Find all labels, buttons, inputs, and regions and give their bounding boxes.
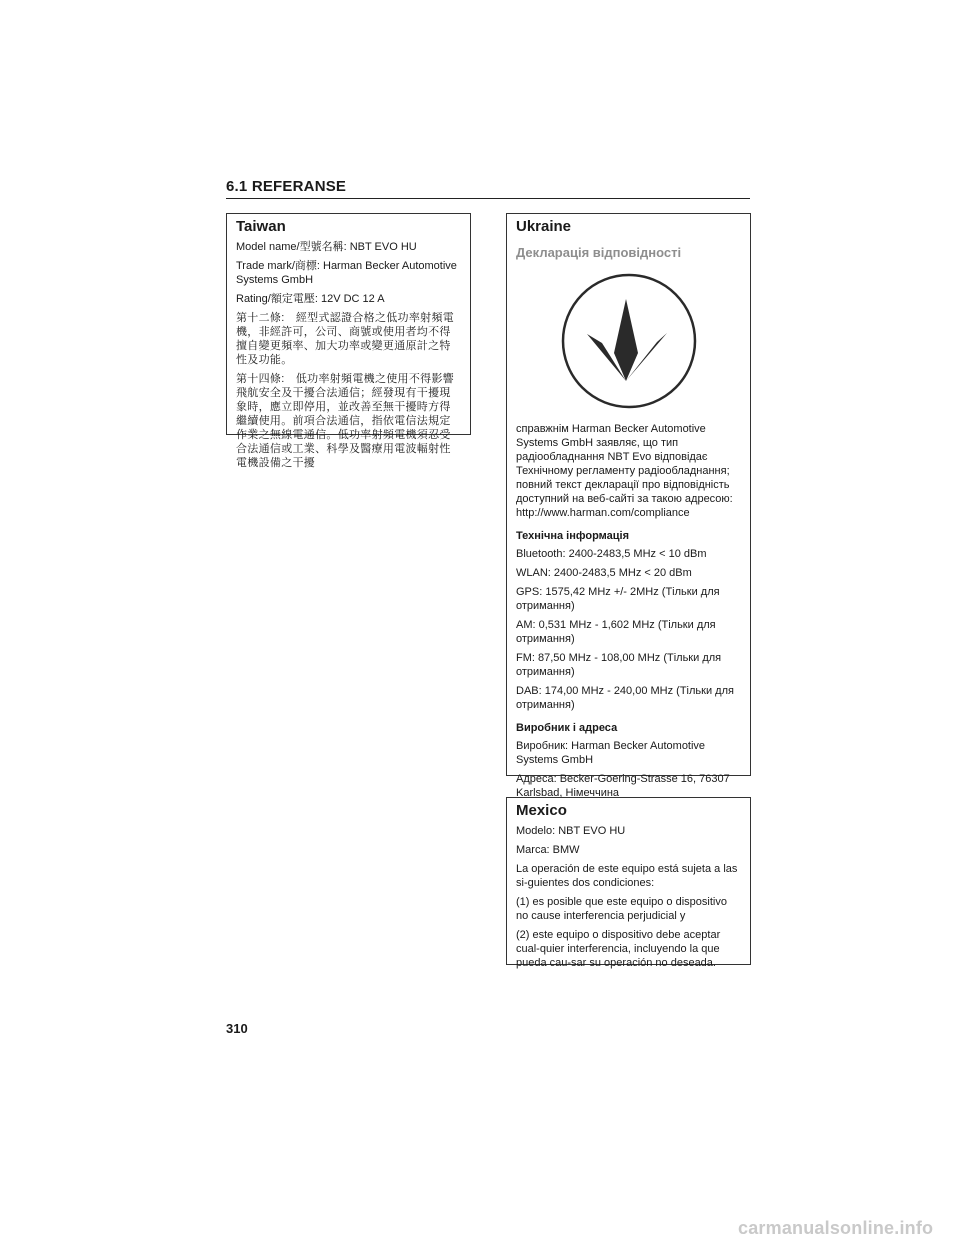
maker-item-address: Адреса: Becker-Goering-Strasse 16, 76307 Karlsbad, Німеччина <box>516 773 730 799</box>
taiwan-title: Taiwan <box>236 218 286 235</box>
tech-item-am: AM: 0,531 MHz - 1,602 MHz (Тільки для отримання) <box>516 619 716 645</box>
taiwan-model-name: Model name/型號名稱: NBT EVO HU <box>236 241 417 253</box>
maker-item-manufacturer: Виробник: Harman Becker Automotive Systems GmbH <box>516 740 706 766</box>
taiwan-rating: Rating/額定電壓: 12V DC 12 A <box>236 293 385 305</box>
taiwan-compliance-box <box>226 213 471 469</box>
tech-item-dab: DAB: 174,00 MHz - 240,00 MHz (Тільки для отримання) <box>516 685 734 711</box>
page-number: 310 <box>226 1021 248 1036</box>
ukraine-declaration-text: справжнім Harman Becker Automotive Systems GmbH заявляє, що тип радіообладнання NBT Evo відповідає Технічному регламенту радіообладнання; повний текст декларації про відповідність доступний на веб-сайті за такою адресою: http://www.harman.com/compliance <box>516 423 733 519</box>
ukraine-compliance-box <box>506 213 751 799</box>
watermark: carmanualsonline.info <box>738 1218 934 1238</box>
tech-item-gps: GPS: 1575,42 MHz +/- 2MHz (Тільки для отримання) <box>516 586 720 612</box>
mexico-compliance-box <box>506 797 751 969</box>
ukraine-tech-heading: Технічна інформація <box>516 530 629 542</box>
mexico-model: Modelo: NBT EVO HU <box>516 825 626 837</box>
mexico-title: Mexico <box>516 802 567 819</box>
mexico-brand: Marca: BMW <box>516 844 580 856</box>
mexico-condition-2: (2) este equipo o dispositivo debe aceptar cual-quier interferencia, incluyendo la que pueda cau-sar su operación no deseada. <box>516 929 721 969</box>
section-title: 6.1 REFERANSE <box>226 178 347 195</box>
ukrsepro-certification-icon <box>559 271 699 411</box>
mexico-conditions-intro: La operación de este equipo está sujeta a las si-guientes dos condiciones: <box>516 863 738 889</box>
ukraine-title: Ukraine <box>516 218 572 235</box>
tech-item-wlan: WLAN: 2400-2483,5 MHz < 20 dBm <box>516 567 692 579</box>
tech-item-bluetooth: Bluetooth: 2400-2483,5 MHz < 10 dBm <box>516 548 707 560</box>
mexico-condition-1: (1) es posible que este equipo o dispositivo no cause interferencia perjudicial y <box>516 896 727 922</box>
ukraine-maker-heading: Виробник і адреса <box>516 722 618 734</box>
section-divider <box>226 198 750 199</box>
taiwan-trade-mark: Trade mark/商標: Harman Becker Automotive Systems GmbH <box>236 260 457 286</box>
tech-item-fm: FM: 87,50 MHz - 108,00 MHz (Тільки для отримання) <box>516 652 722 678</box>
taiwan-article-12: 第十二條: 經型式認證合格之低功率射頻電機，非經許可，公司、商號或使用者均不得擅自變更頻率、加大功率或變更通原計之特性及功能。 <box>236 312 455 366</box>
taiwan-article-14: 第十四條: 低功率射頻電機之使用不得影響飛航安全及干擾合法通信；經發現有干擾現象時，應立即停用，並改善至無干擾時方得繼續使用。前項合法通信，指依電信法規定作業之無線電通信。低功率射頻電機須忍受合法通信或工業、科學及醫療用電波輻射性電機設備之干擾 <box>236 373 455 469</box>
ukraine-declaration-heading: Декларація відповідності <box>516 245 682 260</box>
